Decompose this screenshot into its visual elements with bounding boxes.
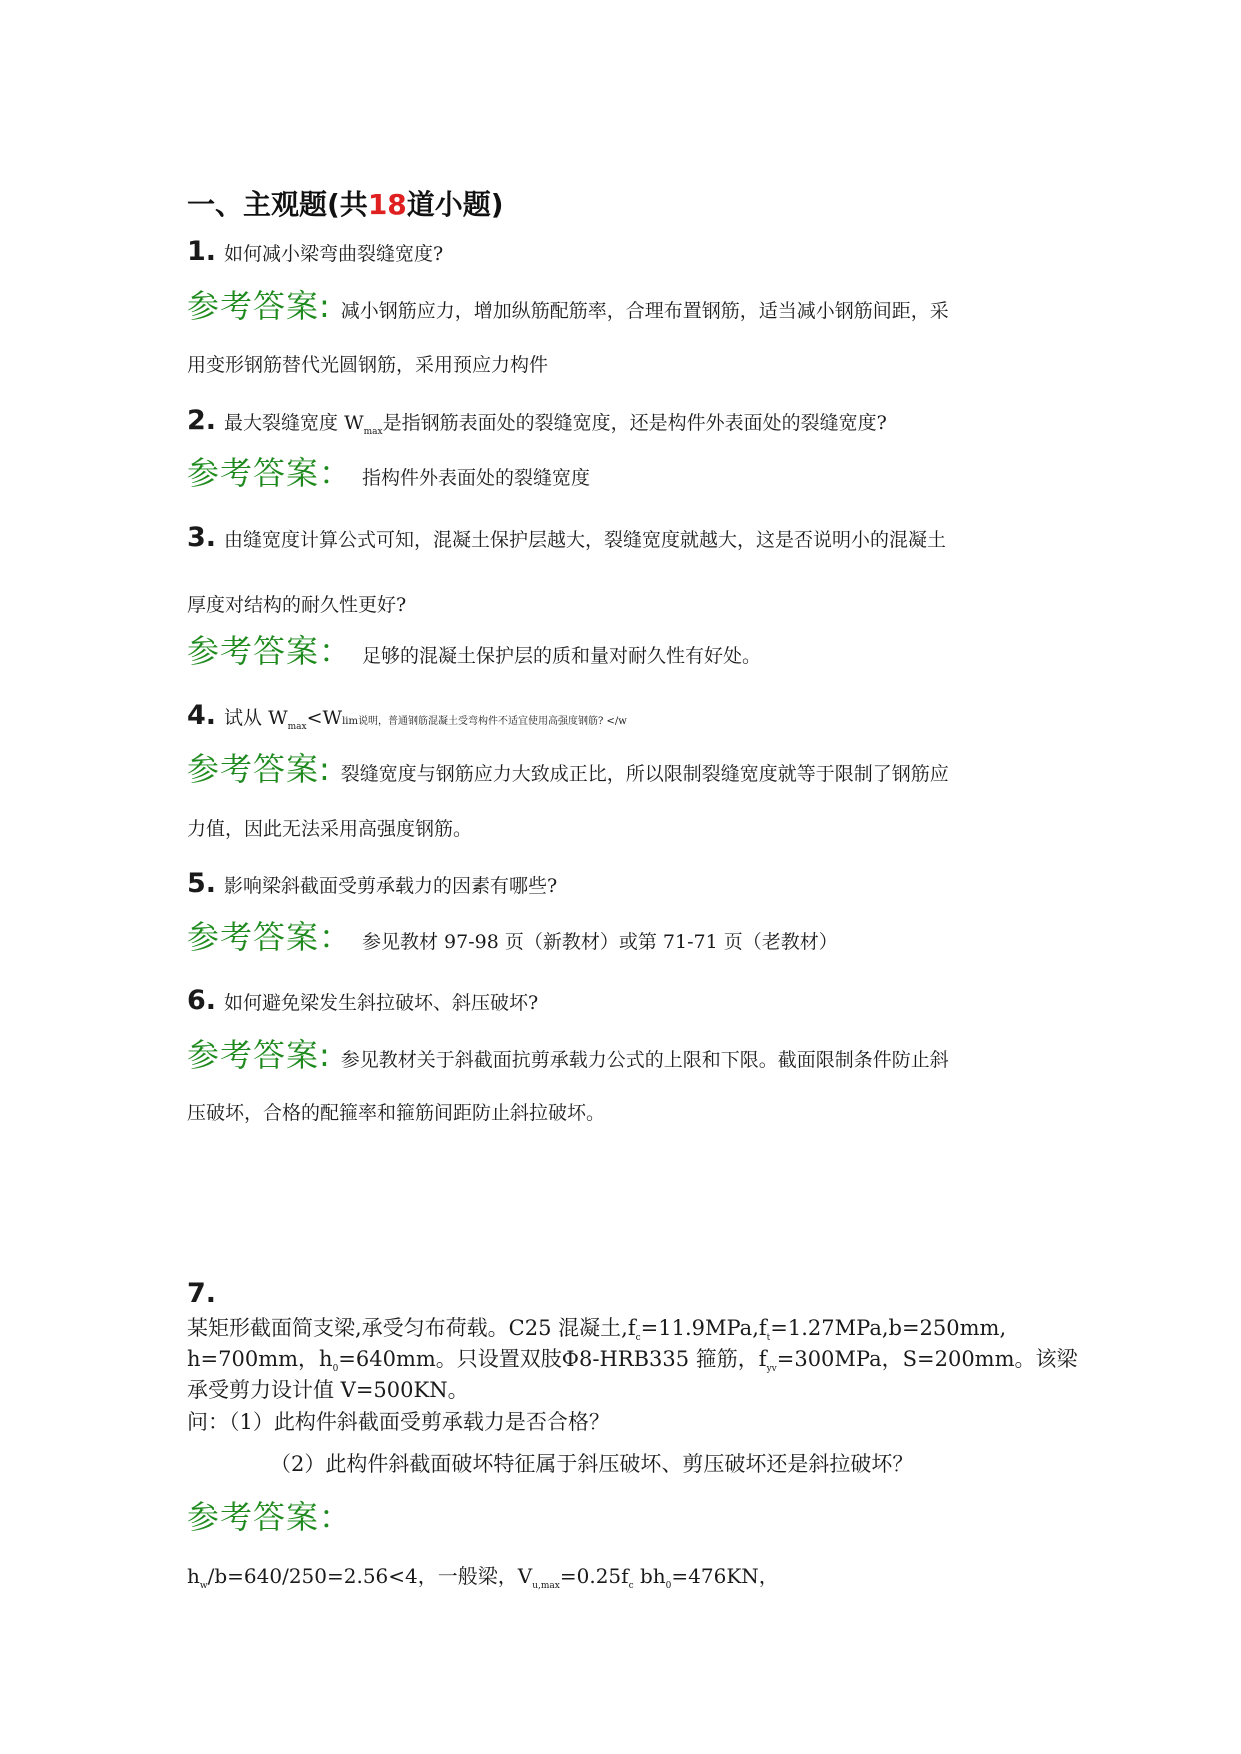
answer-label: 参考答案： — [187, 632, 353, 670]
text: 某矩形截面简支梁,承受匀布荷载。C25 混凝土,f — [187, 1316, 636, 1340]
question-6 — [187, 985, 538, 1016]
question-7-line-4: 问：（1）此构件斜截面受剪承载力是否合格？ — [187, 1410, 610, 1434]
answer-text: 裂缝宽度与钢筋应力大致成正比，所以限制裂缝宽度就等于限制了钢筋应 — [340, 763, 949, 785]
question-5 — [187, 868, 557, 899]
subscript: t — [766, 1333, 771, 1344]
answer-label: 参考答案: — [187, 750, 331, 788]
answer-4 — [187, 744, 949, 790]
question-7-line-5: （2）此构件斜截面破坏特征属于斜压破坏、剪压破坏还是斜拉破坏？ — [270, 1452, 914, 1476]
question-text: <W — [306, 707, 343, 729]
question-text: 由缝宽度计算公式可知，混凝土保护层越大，裂缝宽度就越大，这是否说明小的混凝土 — [224, 529, 947, 551]
answer-1-continued: 用变形钢筋替代光圆钢筋，采用预应力构件 — [187, 354, 549, 376]
answer-2 — [187, 448, 590, 494]
answer-6 — [187, 1030, 949, 1076]
text: =0.25f — [559, 1564, 629, 1588]
answer-label: 参考答案： — [187, 454, 353, 492]
question-text: 如何减小梁弯曲裂缝宽度? — [224, 243, 444, 265]
question-1 — [187, 236, 443, 267]
answer-label: 参考答案: — [187, 1036, 331, 1074]
question-text: 影响梁斜截面受剪承载力的因素有哪些? — [224, 875, 558, 897]
question-4 — [187, 700, 627, 732]
answer-text: 足够的混凝土保护层的质和量对耐久性有好处。 — [362, 645, 762, 667]
subscript: max — [287, 721, 307, 732]
answer-label: 参考答案： — [187, 918, 353, 956]
question-number: 5. — [187, 868, 217, 899]
section-heading — [187, 183, 504, 223]
question-number: 3. — [187, 522, 217, 553]
subscript: u,max — [532, 1581, 560, 1591]
question-3-continued: 厚度对结构的耐久性更好? — [187, 594, 407, 616]
subscript: c — [628, 1581, 634, 1591]
answer-1 — [187, 281, 949, 327]
answer-text: 参见教材关于斜截面抗剪承载力公式的上限和下限。截面限制条件防止斜 — [340, 1049, 949, 1071]
answer-text: 指构件外表面处的裂缝宽度 — [362, 467, 591, 489]
answer-text: 参见教材 97-98 页（新教材）或第 71-71 页（老教材） — [362, 931, 838, 953]
question-small-text: lim说明，普通钢筋混凝土受弯构件不适宜使用高强度钢筋? </w — [342, 716, 627, 727]
question-number: 4. — [187, 700, 217, 731]
subscript: c — [635, 1333, 641, 1344]
subscript: yv — [766, 1364, 777, 1375]
answer-4-continued: 力值，因此无法采用高强度钢筋。 — [187, 818, 473, 840]
text: =476KN， — [671, 1564, 779, 1588]
question-text: 试从 W — [224, 707, 288, 729]
answer-6-continued: 压破坏，合格的配箍率和箍筋间距防止斜拉破坏。 — [187, 1102, 606, 1124]
answer-7 — [187, 1492, 362, 1538]
answer-label: 参考答案: — [187, 287, 331, 325]
text: =300MPa，S=200mm。该梁 — [776, 1347, 1078, 1371]
heading-suffix: 道小题) — [406, 188, 504, 221]
text: /b=640/250=2.56<4，一般梁，V — [207, 1564, 533, 1588]
question-count: 18 — [367, 188, 407, 221]
question-7-line-1 — [187, 1312, 1006, 1343]
question-7-line-2 — [187, 1343, 1078, 1374]
question-text: 最大裂缝宽度 W — [224, 412, 364, 434]
question-2 — [187, 405, 887, 437]
question-text: 是指钢筋表面处的裂缝宽度，还是构件外表面处的裂缝宽度? — [382, 412, 887, 434]
question-3 — [187, 522, 946, 553]
question-number: 1. — [187, 236, 217, 267]
question-number: 2. — [187, 405, 217, 436]
text: =1.27MPa,b=250mm, — [770, 1316, 1007, 1340]
question-number: 6. — [187, 985, 217, 1016]
question-text: 如何避免梁发生斜拉破坏、斜压破坏? — [224, 992, 539, 1014]
answer-label: 参考答案： — [187, 1498, 353, 1536]
question-7-line-3: 承受剪力设计值 V=500KN。 — [187, 1378, 469, 1402]
subscript: 0 — [665, 1581, 672, 1591]
text: =11.9MPa,f — [640, 1316, 767, 1340]
answer-3 — [187, 626, 761, 672]
heading-prefix: 一、主观题(共 — [187, 188, 368, 221]
text: h — [187, 1564, 200, 1588]
answer-5 — [187, 912, 838, 958]
question-7-number: 7. — [187, 1278, 217, 1309]
text: h=700mm，h — [187, 1347, 333, 1371]
subscript: w — [199, 1581, 208, 1591]
answer-7-line — [187, 1560, 779, 1591]
answer-text: 减小钢筋应力，增加纵筋配筋率，合理布置钢筋，适当减小钢筋间距，采 — [340, 300, 949, 322]
subscript: max — [363, 426, 383, 437]
subscript: 0 — [332, 1364, 339, 1375]
text: =640mm。只设置双肢Φ8-HRB335 箍筋，f — [338, 1347, 767, 1371]
text: bh — [633, 1564, 666, 1588]
